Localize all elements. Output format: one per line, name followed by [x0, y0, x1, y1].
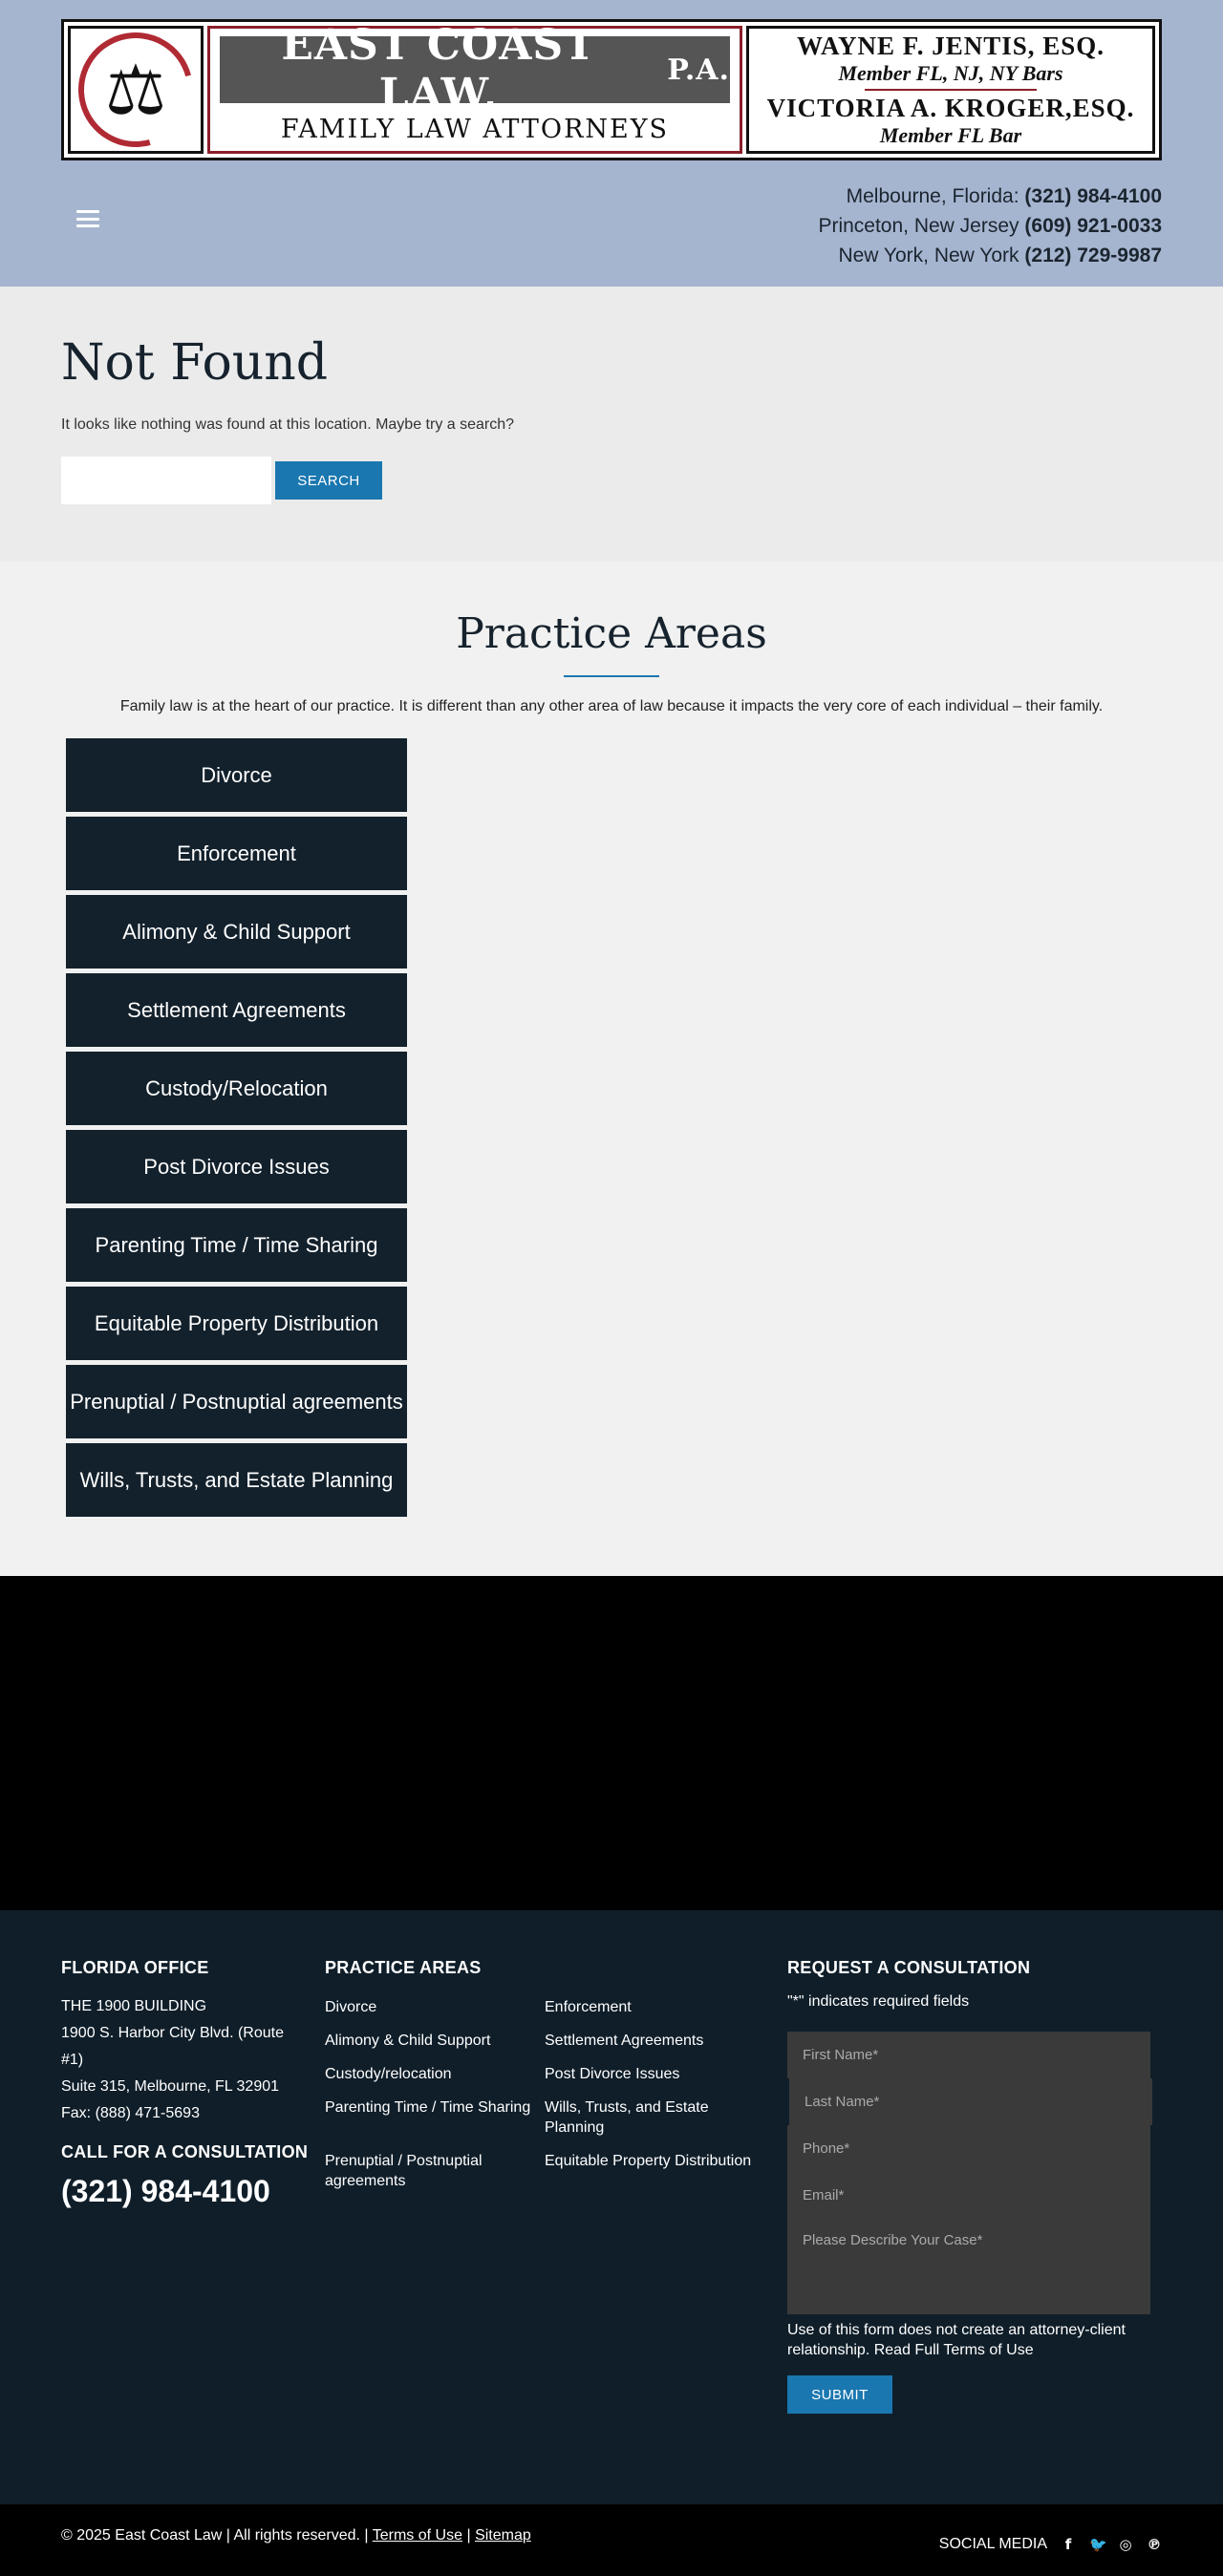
sitemap-link[interactable]: Sitemap — [475, 2527, 531, 2544]
footer-practice-link[interactable]: Parenting Time / Time Sharing — [325, 2099, 531, 2116]
social-media-label: SOCIAL MEDIA — [938, 2536, 1047, 2552]
practice-area-button[interactable]: Enforcement — [66, 817, 407, 890]
not-found-section — [0, 287, 1223, 562]
logo-seal — [68, 26, 204, 154]
site-footer — [0, 1910, 1223, 2504]
facebook-icon[interactable]: f — [1064, 2536, 1072, 2553]
footer-practice-link[interactable]: Equitable Property Distribution — [545, 2153, 752, 2169]
terms-link[interactable]: Terms of Use — [372, 2527, 462, 2544]
practice-area-button[interactable]: Post Divorce Issues — [66, 1130, 407, 1203]
request-heading: REQUEST A CONSULTATION — [787, 1958, 1031, 1977]
practice-areas-title: Practice Areas — [456, 609, 767, 658]
logo-tagline: FAMILY LAW ATTORNEYS — [280, 115, 670, 144]
footer-practice-areas — [325, 1958, 764, 2191]
media-band — [0, 1576, 1223, 1910]
page-title: Not Found — [61, 334, 329, 392]
practice-area-button[interactable]: Prenuptial / Postnuptial agreements — [66, 1365, 407, 1438]
title-divider — [564, 675, 659, 677]
practice-areas-section — [0, 562, 1223, 1576]
practice-area-button[interactable]: Settlement Agreements — [66, 973, 407, 1047]
instagram-icon[interactable]: ◎ — [1119, 2536, 1132, 2553]
practice-area-button[interactable]: Wills, Trusts, and Estate Planning — [66, 1443, 407, 1517]
consultation-form-section — [787, 1958, 1150, 2414]
search-button[interactable]: SEARCH — [275, 461, 382, 500]
form-disclaimer: Use of this form does not create an attorney-client relationship. Read Full Terms of Use — [787, 2322, 1126, 2358]
footer-office — [61, 1958, 310, 2209]
practice-areas-intro: Family law is at the heart of our practice. It is different than any other area of law because it impacts the very core of each individual – their family. — [119, 698, 1104, 714]
attorney-1-bars: Member FL, NJ, NY Bars — [838, 61, 1063, 85]
submit-button[interactable]: SUBMIT — [787, 2375, 892, 2414]
phone-link[interactable]: (212) 729-9987 — [1024, 245, 1162, 266]
required-note: "*" indicates required fields — [787, 1993, 970, 2010]
search-form — [61, 457, 1162, 504]
office-phones — [818, 181, 1162, 270]
footer-practice-link[interactable]: Post Divorce Issues — [545, 2066, 680, 2082]
search-input[interactable] — [61, 457, 271, 504]
first-name-field[interactable]: First Name* — [787, 2032, 1150, 2078]
attorney-1-name: WAYNE F. JENTIS, ESQ. — [796, 32, 1105, 60]
copyright: © 2025 East Coast Law | All rights reserved. | Terms of Use | Sitemap — [61, 2527, 531, 2544]
practice-area-button[interactable]: Equitable Property Distribution — [66, 1287, 407, 1360]
scales-of-justice-icon: ⚖ — [104, 50, 167, 130]
case-description-textarea[interactable]: Please Describe Your Case* — [787, 2219, 1150, 2314]
practice-area-button[interactable]: Divorce — [66, 738, 407, 812]
not-found-message: It looks like nothing was found at this location. Maybe try a search? — [61, 416, 515, 433]
office-princeton: Princeton, New Jersey (609) 921-0033 — [818, 215, 1162, 237]
twitter-icon[interactable]: 🐦 — [1089, 2536, 1107, 2553]
footer-practice-link[interactable]: Custody/relocation — [325, 2066, 452, 2082]
practice-area-button[interactable]: Parenting Time / Time Sharing — [66, 1208, 407, 1282]
site-logo[interactable] — [61, 19, 1162, 160]
logo-firm-name: EAST COAST LAW, P.A. — [220, 36, 730, 103]
footer-practice-link[interactable]: Wills, Trusts, and Estate Planning — [545, 2099, 709, 2136]
consultation-phone-link[interactable]: (321) 984-4100 — [61, 2174, 270, 2208]
phone-link[interactable]: (609) 921-0033 — [1024, 215, 1162, 237]
office-new-york: New York, New York (212) 729-9987 — [838, 245, 1162, 266]
office-address: THE 1900 BUILDING 1900 S. Harbor City Blvd. (Route #1) Suite 315, Melbourne, FL 32901 Fax: (888) 471-5693 — [61, 1998, 284, 2121]
practice-area-button[interactable]: Alimony & Child Support — [66, 895, 407, 969]
office-melbourne: Melbourne, Florida: (321) 984-4100 — [846, 185, 1162, 207]
footer-practice-heading: PRACTICE AREAS — [325, 1958, 482, 1977]
footer-practice-link[interactable]: Alimony & Child Support — [325, 2033, 491, 2049]
pinterest-icon[interactable]: ℗ — [1147, 2536, 1162, 2553]
social-media — [939, 2536, 1162, 2553]
attorney-2-bars: Member FL Bar — [879, 123, 1022, 147]
attorney-2-name: VICTORIA A. KROGER,ESQ. — [766, 94, 1135, 122]
consultation-form — [787, 2032, 1150, 2314]
email-field[interactable]: Email* — [787, 2172, 1150, 2219]
practice-areas-list — [66, 738, 407, 1517]
footer-practice-link[interactable]: Prenuptial / Postnuptial agreements — [325, 2153, 483, 2189]
hamburger-menu-icon[interactable] — [76, 210, 99, 227]
phone-field[interactable]: Phone* — [787, 2125, 1150, 2172]
site-header — [0, 0, 1223, 287]
logo-firm-block — [207, 21, 742, 154]
footer-practice-link[interactable]: Settlement Agreements — [545, 2033, 704, 2049]
logo-attorneys — [746, 26, 1155, 154]
footer-practice-link[interactable]: Divorce — [325, 1999, 377, 2015]
practice-area-button[interactable]: Custody/Relocation — [66, 1052, 407, 1125]
last-name-field[interactable]: Last Name* — [789, 2078, 1152, 2125]
bottom-bar — [0, 2504, 1223, 2576]
phone-link[interactable]: (321) 984-4100 — [1024, 185, 1162, 207]
call-heading: CALL FOR A CONSULTATION — [61, 2142, 309, 2161]
footer-office-heading: FLORIDA OFFICE — [61, 1958, 209, 1977]
footer-practice-link[interactable]: Enforcement — [545, 1999, 632, 2015]
